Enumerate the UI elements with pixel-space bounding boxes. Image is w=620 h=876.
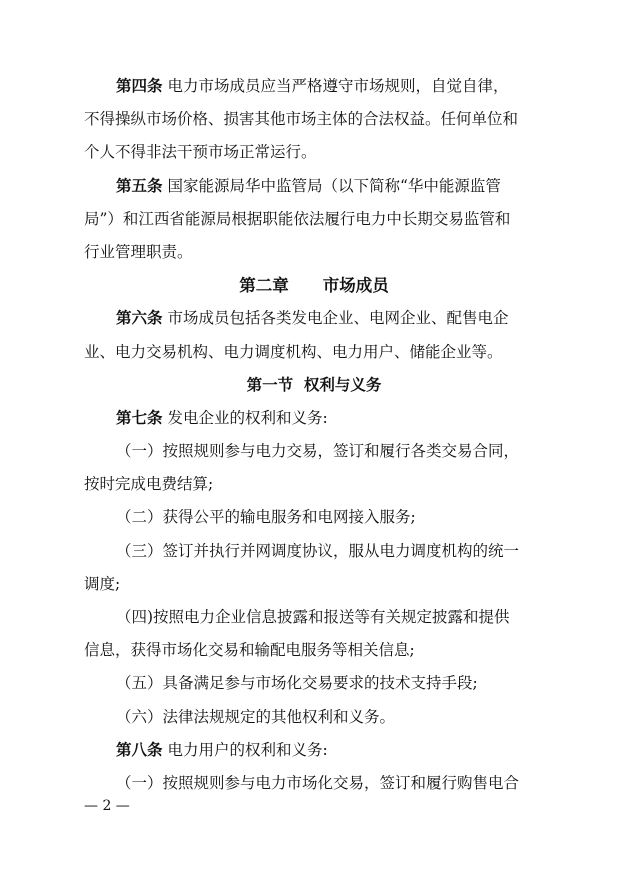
article-6-text: 市场成员包括各类发电企业、电网企业、配售电企 — [162, 309, 509, 328]
article-4-line-2: 不得操纵市场价格、损害其他市场主体的合法权益。任何单位和 — [84, 110, 519, 129]
article-7-line-1 — [84, 402, 544, 435]
article-7-item-3a: （三）签订并执行并网调度协议，服从电力调度机构的统一 — [116, 541, 520, 560]
article-4-line-3: 个人不得非法干预市场正常运行。 — [84, 143, 317, 162]
article-7-heading: 第七条 — [116, 408, 163, 427]
page-number: — 2 — — [84, 798, 130, 814]
article-5-line-3: 行业管理职责。 — [84, 242, 193, 261]
chapter-heading — [84, 269, 544, 302]
article-7-item-5: （五）具备满足参与市场化交易要求的技术支持手段; — [116, 674, 478, 693]
article-7-item-1a: （一）按照规则参与电力交易，签订和履行各类交易合同， — [116, 442, 520, 461]
article-4-line-1 — [84, 70, 544, 103]
article-4-heading: 第四条 — [116, 77, 163, 95]
article-5-heading: 第五条 — [116, 176, 163, 195]
article-7-item-1b: 按时完成电费结算; — [84, 475, 214, 494]
article-6-heading: 第六条 — [116, 309, 163, 328]
article-7-item-3b: 调度; — [84, 574, 121, 593]
article-7-item-2: （二）获得公平的输电服务和电网接入服务; — [116, 508, 416, 527]
article-5-text: 国家能源局华中监管局（以下简称“华中能源监管 — [162, 176, 501, 195]
article-7-text: 发电企业的权利和义务: — [162, 408, 328, 427]
article-5-line-2: 局”）和江西省能源局根据职能依法履行电力中长期交易监管和 — [84, 209, 511, 228]
article-4-text: 电力市场成员应当严格遵守市场规则，自觉自律， — [162, 77, 509, 95]
article-8-line-1 — [84, 734, 544, 767]
article-8-text: 电力用户的权利和义务: — [162, 740, 328, 759]
article-7-item-4b: 信息，获得市场化交易和输配电服务等相关信息; — [84, 641, 415, 660]
article-8-heading: 第八条 — [116, 740, 163, 759]
article-5-line-1 — [84, 170, 544, 203]
article-7-item-6: （六）法律法规规定的其他权利和义务。 — [116, 707, 396, 726]
article-8-item-1a: （一）按照规则参与电力市场化交易，签订和履行购售电合 — [116, 773, 520, 792]
article-6-line-1 — [84, 302, 544, 335]
article-6-line-2: 业、电力交易机构、电力调度机构、电力用户、储能企业等。 — [84, 342, 503, 361]
chapter-number: 第二章 — [239, 276, 289, 296]
chapter-title: 市场成员 — [322, 276, 389, 296]
document-body — [84, 70, 544, 800]
article-7-item-4a: （四)按照电力企业信息披露和报送等有关规定披露和提供 — [116, 608, 510, 626]
section-heading: 第一节 权利与义务 — [246, 375, 382, 394]
